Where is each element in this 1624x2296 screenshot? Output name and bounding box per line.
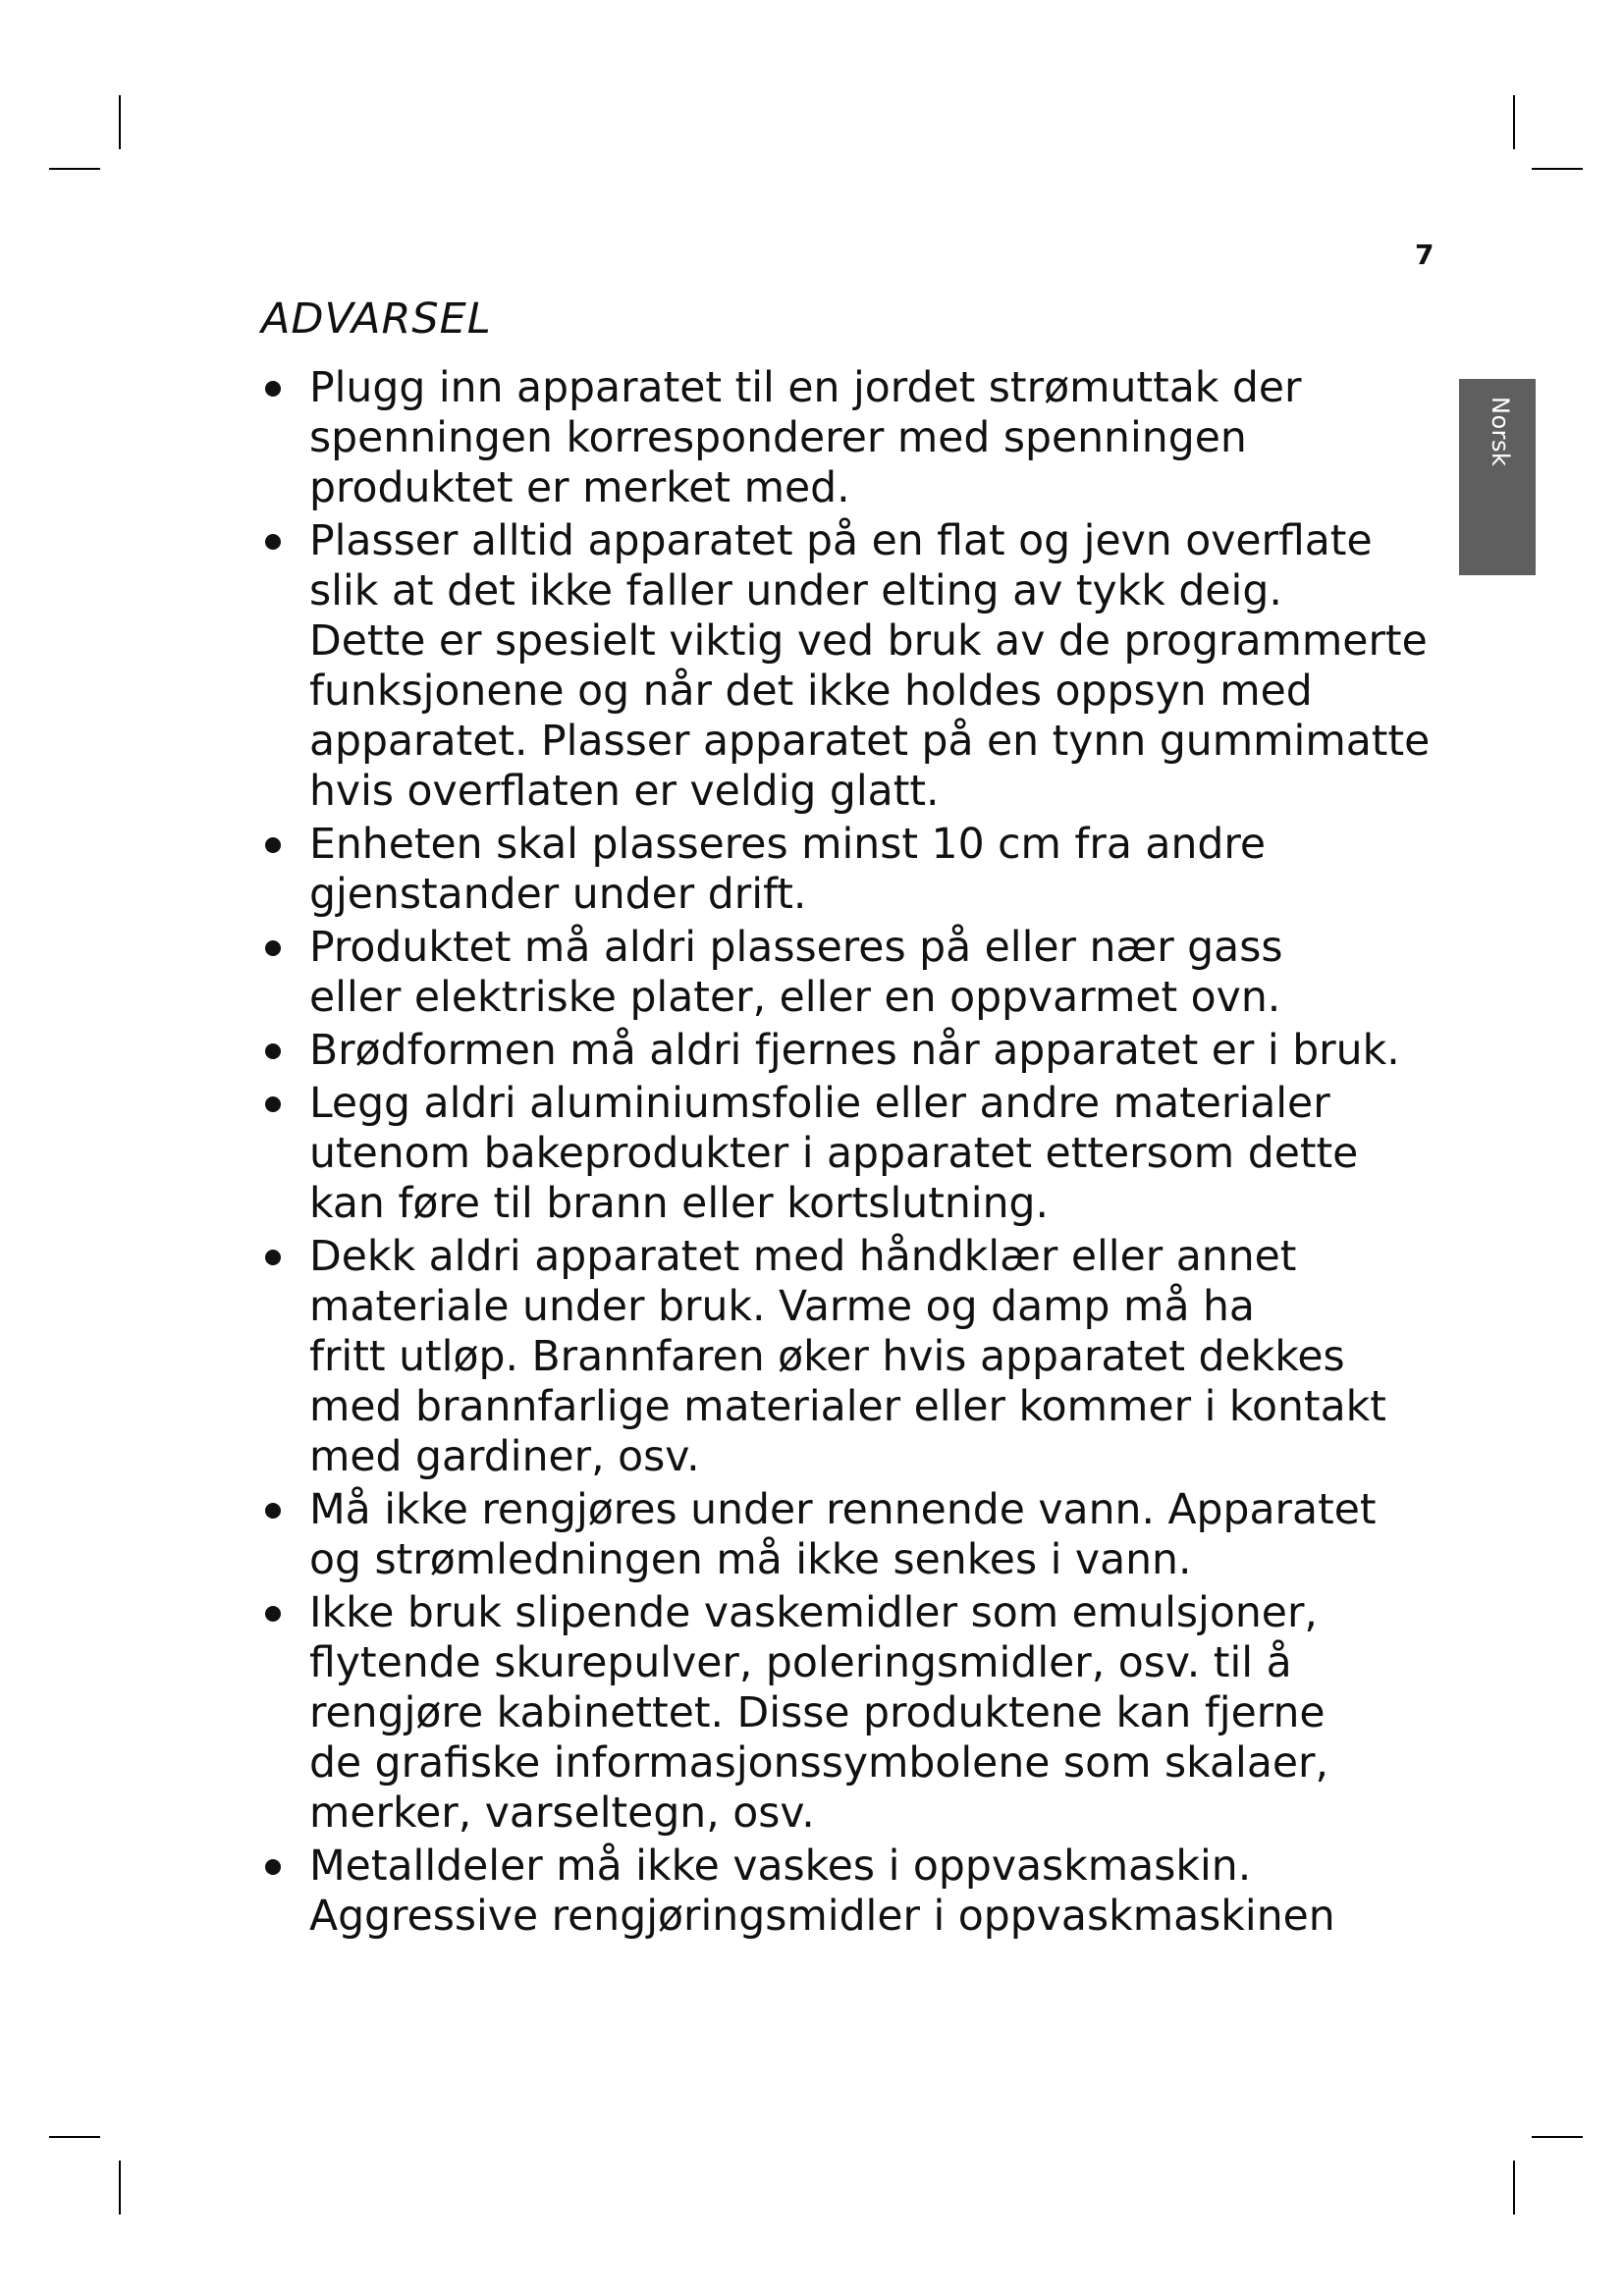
warning-text-line: Metalldeler må ikke vaskes i oppvaskmaskin. [309, 1842, 1252, 1891]
bullet-icon [265, 534, 281, 550]
warning-text-line: Enheten skal plasseres minst 10 cm fra andre [309, 821, 1267, 869]
bullet-icon [265, 1043, 281, 1059]
language-tab-label: Norsk [1487, 397, 1514, 467]
warning-text-line: produktet er merket med. [309, 464, 850, 512]
warning-text-line: spenningen korresponderer med spenningen [309, 414, 1247, 462]
warning-text-line: funksjonene og når det ikke holdes oppsyn med [309, 667, 1313, 716]
warning-text-line: med brannfarlige materialer eller kommer i kontakt [309, 1383, 1386, 1431]
warning-text-line: Legg aldri aluminiumsfolie eller andre materialer [309, 1080, 1330, 1128]
warning-text-line: Må ikke rengjøres under rennende vann. Apparatet [309, 1486, 1377, 1534]
warning-text-line: utenom bakeprodukter i apparatet ettersom dette [309, 1130, 1359, 1178]
warning-text-line: gjenstander under drift. [309, 871, 807, 919]
warning-list [261, 363, 1431, 1945]
warning-item [261, 1232, 1390, 1482]
warning-item [261, 1485, 1390, 1585]
section-heading: ADVARSEL [261, 294, 492, 344]
warning-text-line: Brødformen må aldri fjernes når apparatet er i bruk. [309, 1027, 1400, 1075]
bullet-icon [265, 1503, 281, 1519]
warning-text-line: og strømledningen må ikke senkes i vann. [309, 1536, 1192, 1584]
warning-text-line: Ikke bruk slipende vaskemidler som emulsjoner, [309, 1589, 1318, 1637]
crop-mark-bottom-left-vertical [119, 2161, 121, 2215]
bullet-icon [265, 940, 281, 956]
warning-item [261, 820, 1390, 920]
crop-mark-top-left-horizontal [49, 168, 100, 170]
warning-text-line: apparatet. Plasser apparatet på en tynn gummimatte [309, 718, 1431, 766]
warning-text-line: Plugg inn apparatet til en jordet strømuttak der [309, 364, 1302, 412]
warning-item [261, 1079, 1390, 1229]
warning-text-line: Aggressive rengjøringsmidler i oppvaskmaskinen [309, 1893, 1335, 1941]
warning-text-line: fritt utløp. Brannfaren øker hvis apparatet dekkes [309, 1333, 1345, 1381]
page-number: 7 [1415, 239, 1435, 271]
warning-text-line: Produktet må aldri plasseres på eller nær gass [309, 924, 1283, 972]
warning-text-line: rengjøre kabinettet. Disse produktene kan fjerne [309, 1689, 1326, 1737]
warning-text-line: hvis overflaten er veldig glatt. [309, 768, 940, 816]
crop-mark-top-left-vertical [119, 95, 121, 149]
bullet-icon [265, 1250, 281, 1265]
warning-text-line: flytende skurepulver, poleringsmidler, osv. til å [309, 1639, 1292, 1687]
bullet-icon [265, 837, 281, 853]
crop-mark-bottom-right-horizontal [1532, 2136, 1583, 2138]
bullet-icon [265, 1859, 281, 1875]
crop-mark-bottom-left-horizontal [49, 2136, 100, 2138]
warning-text-line: materiale under bruk. Varme og damp må ha [309, 1283, 1255, 1331]
warning-text-line: merker, varseltegn, osv. [309, 1789, 815, 1838]
warning-item [261, 516, 1431, 817]
warning-item [261, 1026, 1400, 1076]
bullet-icon [265, 1096, 281, 1112]
warning-text-line: med gardiner, osv. [309, 1433, 700, 1481]
bullet-icon [265, 381, 281, 397]
bullet-icon [265, 1606, 281, 1622]
crop-mark-top-right-vertical [1513, 95, 1515, 149]
warning-text-line: Dette er spesielt viktig ved bruk av de programmerte [309, 617, 1428, 666]
language-tab [1459, 379, 1536, 575]
warning-text-line: eller elektriske plater, eller en oppvarmet ovn. [309, 974, 1281, 1022]
warning-item [261, 1842, 1390, 1942]
warning-text-line: Dekk aldri apparatet med håndklær eller annet [309, 1233, 1297, 1281]
warning-item [261, 363, 1390, 513]
warning-text-line: slik at det ikke faller under elting av tykk deig. [309, 567, 1282, 615]
warning-text-line: de grafiske informasjonssymbolene som skalaer, [309, 1739, 1329, 1788]
warning-item [261, 923, 1390, 1023]
warning-text-line: kan føre til brann eller kortslutning. [309, 1180, 1050, 1228]
crop-mark-bottom-right-vertical [1513, 2161, 1515, 2215]
warning-item [261, 1588, 1390, 1839]
warning-text-line: Plasser alltid apparatet på en flat og jevn overflate [309, 517, 1373, 565]
crop-mark-top-right-horizontal [1532, 168, 1583, 170]
